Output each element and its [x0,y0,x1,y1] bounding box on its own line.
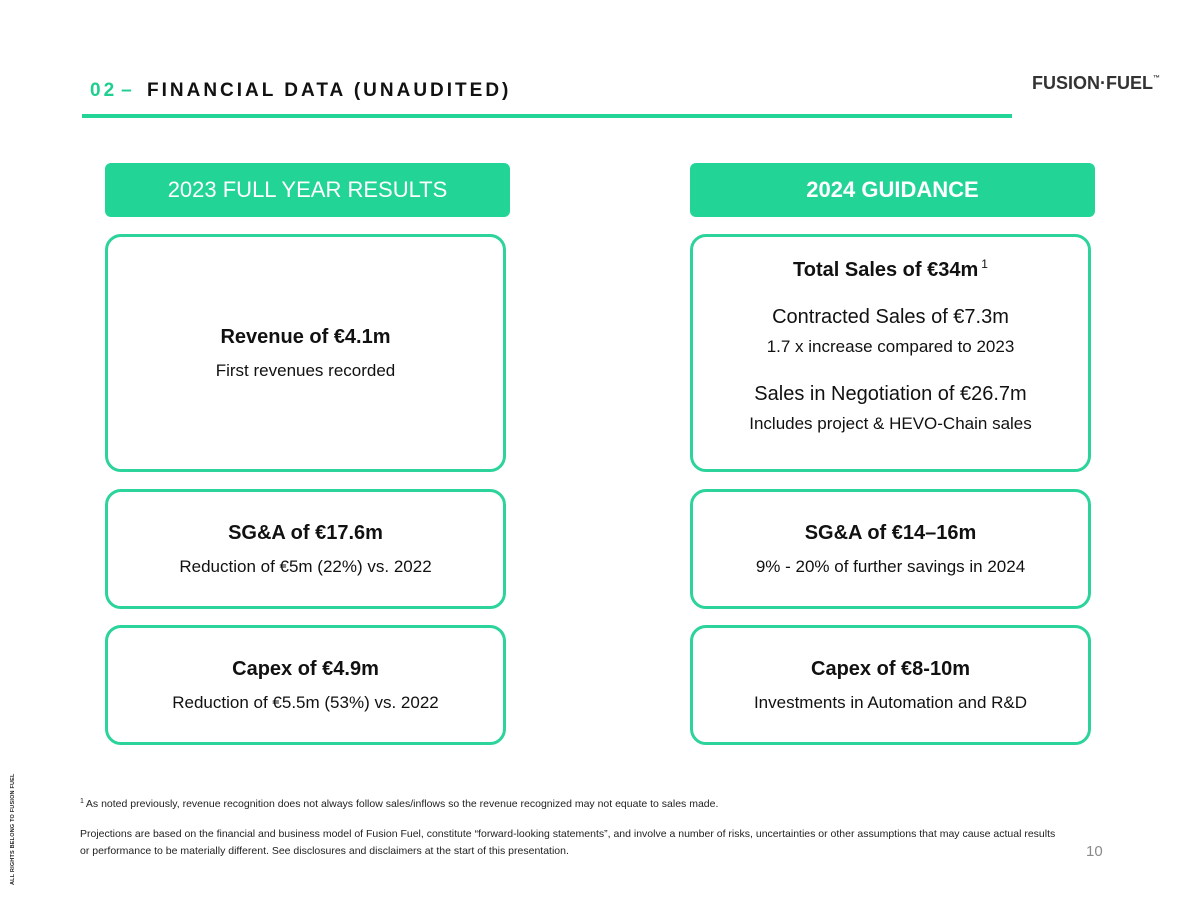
revenue-title: Revenue of €4.1m [220,325,391,348]
capex-2024-subtitle: Investments in Automation and R&D [753,692,1028,712]
footnote [80,798,718,810]
logo-tm: ™ [1153,75,1160,82]
contracted-sales-block [767,306,1015,357]
sga-2024-card [690,489,1091,609]
sga-2024-subtitle: 9% - 20% of further savings in 2024 [755,556,1026,576]
total-sales-footnote-ref: 1 [981,257,988,271]
sga-2024-title: SG&A of €14–16m [804,521,977,544]
fusion-fuel-logo [1032,73,1160,94]
sales-guidance-card [690,234,1091,472]
section-dash: – [121,80,135,101]
sga-2023-subtitle: Reduction of €5m (22%) vs. 2022 [179,556,432,576]
footnote-text: As noted previously, revenue recognition does not always follow sales/inflows so the revenue recognized may not equate to sales made. [85,798,719,810]
negotiation-sales-block [749,383,1032,434]
page-title [90,80,511,102]
capex-2024-card [690,625,1091,745]
negotiation-sales-subtitle: Includes project & HEVO-Chain sales [749,414,1032,433]
total-sales-text: Total Sales of €34m [793,259,979,281]
section-number: 02 [90,80,118,101]
disclaimer-text: Projections are based on the financial and business model of Fusion Fuel, constitute “forward-looking statements”, and involve a number of risks, uncertainties or other assumptions that may cause actual results or performance to be materially different. See disclosures and disclaimers at the start of this presentation. [80,828,1056,857]
results-2023-header: 2023 FULL YEAR RESULTS [105,163,510,217]
rights-note: ALL RIGHTS BELONG TO FUSION FUEL [10,773,16,885]
sga-2023-card [105,489,506,609]
contracted-sales-subtitle: 1.7 x increase compared to 2023 [766,337,1015,356]
capex-2023-subtitle: Reduction of €5.5m (53%) vs. 2022 [172,692,439,712]
guidance-2024-header: 2024 GUIDANCE [690,163,1095,217]
section-title: FINANCIAL DATA (UNAUDITED) [147,80,512,101]
revenue-subtitle: First revenues recorded [215,360,396,380]
capex-2023-title: Capex of €4.9m [232,657,379,680]
page-number: 10 [1086,843,1103,860]
footnote-ref: 1 [80,798,84,805]
total-sales-title [793,259,988,282]
contracted-sales-title: Contracted Sales of €7.3m [772,306,1009,328]
capex-2023-card [105,625,506,745]
sga-2023-title: SG&A of €17.6m [228,521,383,544]
header-divider [82,114,1012,118]
logo-text: FUSION·FUEL [1032,73,1153,93]
capex-2024-title: Capex of €8-10m [811,657,970,680]
negotiation-sales-title: Sales in Negotiation of €26.7m [754,383,1027,405]
revenue-card [105,234,506,472]
